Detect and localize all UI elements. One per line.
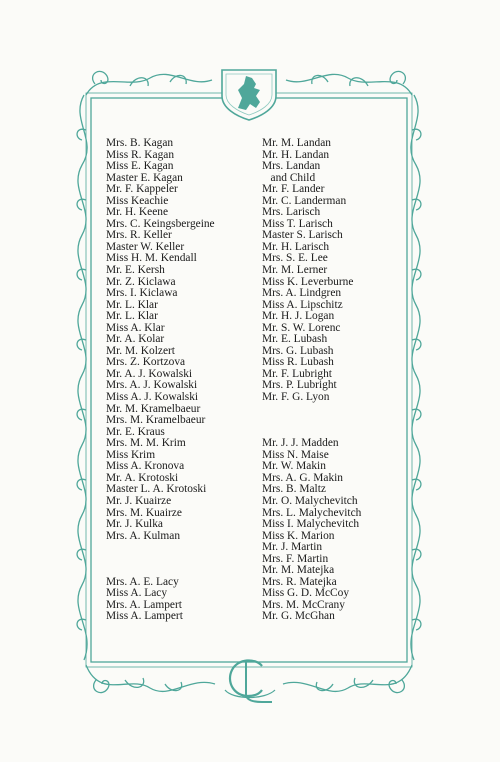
passenger-name: Mrs. Z. Kortzova <box>106 356 186 369</box>
passenger-name: Mr. J. J. Madden <box>262 437 339 450</box>
passenger-name: Mr. H. Landan <box>262 148 330 161</box>
passenger-name: Mr. H. J. Logan <box>262 310 335 323</box>
passenger-name: Master E. Kagan <box>106 171 183 184</box>
passenger-name: Mr. Z. Kiclawa <box>106 275 176 288</box>
passenger-name: Mrs. M. M. Krim <box>106 437 186 450</box>
passenger-name: Miss A. Klar <box>106 321 165 334</box>
passenger-name: Mrs. Landan <box>262 160 321 173</box>
passenger-name: Mr. M. Lerner <box>262 264 328 277</box>
passenger-name: Miss Keachie <box>106 194 169 207</box>
passenger-name: Mr. W. Makin <box>262 460 326 473</box>
passenger-name: Mr. F. Lubright <box>262 367 332 380</box>
passenger-name: Miss K. Leverburne <box>262 275 354 288</box>
passenger-name: Mrs. R. Keller <box>106 229 172 242</box>
passenger-name: Mr. E. Kersh <box>106 264 165 277</box>
passenger-name: Mrs. S. E. Lee <box>262 252 328 265</box>
passenger-name <box>106 554 215 566</box>
passenger-name: Mr. E. Lubash <box>262 333 328 346</box>
passenger-name: Mrs. A. Lindgren <box>262 287 342 300</box>
passenger-name: Miss A. J. Kowalski <box>106 391 199 404</box>
left-name-column <box>106 138 215 623</box>
passenger-name: Mr. F. Kappeler <box>106 183 178 196</box>
passenger-name: Mr. H. Keene <box>106 206 168 219</box>
passenger-name: Mrs. P. Lubright <box>262 379 337 392</box>
right-name-column <box>262 138 361 623</box>
passenger-name: Mr. H. Larisch <box>262 240 330 253</box>
passenger-name <box>262 415 361 427</box>
passenger-name: Mr. A. J. Kowalski <box>106 367 193 380</box>
passenger-name: Mrs. M. McCrany <box>262 598 345 611</box>
passenger-name: Miss T. Larisch <box>262 217 333 230</box>
passenger-name: Mrs. A. G. Makin <box>262 471 344 484</box>
passenger-name: Mr. J. Martin <box>262 541 323 554</box>
passenger-name: Mr. S. W. Lorenc <box>262 321 341 334</box>
passenger-name: Mr. M. Landan <box>262 137 331 149</box>
passenger-name: Mr. A. Kolar <box>106 333 165 346</box>
passenger-name: Mrs. B. Kagan <box>106 137 174 149</box>
passenger-name: Miss I. Malychevitch <box>262 518 360 531</box>
passenger-name: Miss G. D. McCoy <box>262 587 350 600</box>
passenger-name: Mrs. Larisch <box>262 206 321 219</box>
passenger-name: Mrs. M. Kramelbaeur <box>106 414 206 427</box>
passenger-name: Mrs. A. Lampert <box>106 598 182 611</box>
passenger-name: Miss A. Lacy <box>106 587 168 600</box>
passenger-name: Mr. A. Krotoski <box>106 471 179 484</box>
passenger-name: Mrs. L. Malychevitch <box>262 506 362 519</box>
passenger-name: Mrs. M. Kuairze <box>106 506 182 519</box>
passenger-name: Mrs. F. Martin <box>262 552 329 565</box>
passenger-name: Mr. O. Malychevitch <box>262 494 358 507</box>
passenger-name: Miss A. Lampert <box>106 610 183 623</box>
passenger-name: Mrs. G. Lubash <box>262 344 334 357</box>
passenger-name: Mr. M. Kramelbaeur <box>106 402 201 415</box>
passenger-name: Miss R. Lubash <box>262 356 334 369</box>
cl-monogram-icon <box>225 660 275 702</box>
passenger-name: Mr. M. Matejka <box>262 564 335 577</box>
passenger-name: Mrs. A. Kulman <box>106 529 181 542</box>
passenger-name: Mrs. R. Matejka <box>262 575 337 588</box>
passenger-name: Mrs. C. Keingsbergeine <box>106 217 215 230</box>
passenger-name: Miss N. Maise <box>262 448 329 461</box>
passenger-name: Miss A. Kronova <box>106 460 185 473</box>
passenger-name: Miss H. M. Kendall <box>106 252 197 265</box>
passenger-name: Miss E. Kagan <box>106 160 174 173</box>
passenger-name: Mrs. A. J. Kowalski <box>106 379 198 392</box>
passenger-name: Miss Krim <box>106 448 156 461</box>
passenger-name: Mr. G. McGhan <box>262 610 335 623</box>
passenger-name: Mr. C. Landerman <box>262 194 347 207</box>
passenger-name: Master S. Larisch <box>262 229 343 242</box>
passenger-name: Mrs. I. Kiclawa <box>106 287 178 300</box>
passenger-name <box>262 404 361 416</box>
passenger-name: Mr. F. G. Lyon <box>262 391 330 404</box>
passenger-name: Mr. L. Klar <box>106 298 158 311</box>
passenger-name: and Child <box>262 171 316 184</box>
passenger-name <box>106 542 215 554</box>
passenger-name: Miss K. Marion <box>262 529 335 542</box>
passenger-name: Mrs. A. E. Lacy <box>106 575 179 588</box>
passenger-name: Master W. Keller <box>106 240 185 253</box>
passenger-name: Mr. M. Kolzert <box>106 344 175 357</box>
passenger-name: Miss A. Lipschitz <box>262 298 343 311</box>
passenger-name: Mr. J. Kuairze <box>106 494 172 507</box>
rampant-lion-shield-icon <box>222 70 276 120</box>
passenger-name: Mr. L. Klar <box>106 310 158 323</box>
passenger-name: Mr. F. Lander <box>262 183 325 196</box>
passenger-name: Master L. A. Krotoski <box>106 483 207 496</box>
passenger-name: Mr. E. Kraus <box>106 425 165 438</box>
passenger-name: Mr. J. Kulka <box>106 518 163 531</box>
passenger-name: Mrs. B. Maltz <box>262 483 326 496</box>
passenger-name: Miss R. Kagan <box>106 148 175 161</box>
